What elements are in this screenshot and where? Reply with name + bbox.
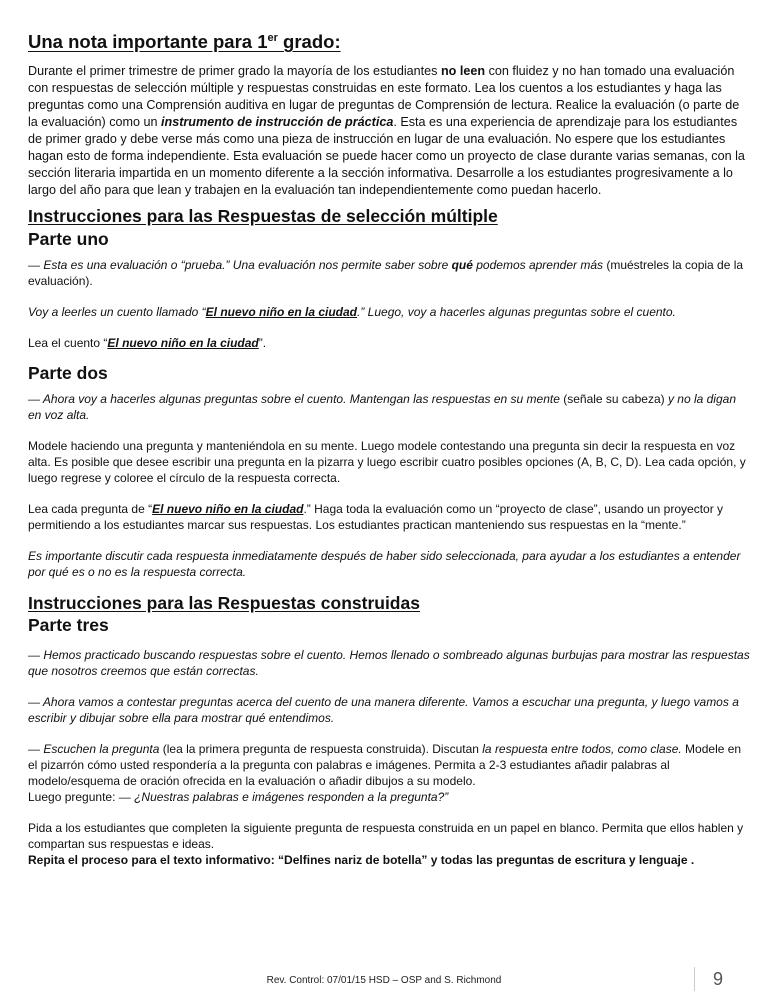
title-superscript: er: [267, 32, 278, 44]
section-constructed: [28, 593, 750, 869]
part-one-line-2: Voy a leerles un cuento llamado “El nuevo niño en la ciudad.” Luego, voy a hacerles algunas preguntas sobre el cuento.: [28, 304, 676, 319]
intro-paragraph: Durante el primer trimestre de primer grado la mayoría de los estudiantes no leen con fluidez y no han tomado una evaluación con respuestas de selección múltiple y respuestas construidas en este formato. Lea los cuentos a los estudiantes y haga las preguntas como una Comprensión auditiva en lugar de preguntas de Comprensión de lectura. Realice la evaluación (o parte de la evaluación) como un instrumento de instrucción de práctica. Esta es una experiencia de aprendizaje para los estudiantes de primer grado y debe verse más como una pieza de instrucción en lugar de una evaluación. No espere que los estudiantes hagan esto de forma independiente. Esta evaluación se puede hacer como un proyecto de clase durante varias semanas, con la sección literaria impartida en un momento diferente a la sección informativa. Desarrolle a los estudiantes progresivamente a lo largo del año para que lean y trabajen en la evaluación tan independientemente como puedan hacerlo.: [28, 64, 745, 198]
part-one-line-3: Lea el cuento “El nuevo niño en la ciudad”.: [28, 335, 267, 350]
part-one-line-1: — Esta es una evaluación o “prueba.” Una evaluación nos permite saber sobre qué podemos aprender más (muéstreles la copia de la evaluación).: [28, 257, 744, 288]
section-heading-multiple-choice: Instrucciones para las Respuestas de selección múltiple: [28, 206, 498, 227]
part-one-title: Parte uno: [28, 229, 109, 249]
part-three-title: Parte tres: [28, 615, 109, 636]
footer-divider: [694, 967, 695, 991]
title-text-end: grado:: [277, 31, 341, 52]
footer-revision: Rev. Control: 07/01/15 HSD – OSP and S. Richmond: [266, 975, 502, 986]
part-two-line-1: — Ahora voy a hacerles algunas preguntas sobre el cuento. Mantengan las respuestas en su mente (señale su cabeza) y no la digan en voz alta.: [28, 391, 736, 422]
part-two-title: Parte dos: [28, 362, 108, 383]
part-three-line-5: Repita el proceso para el texto informativo: “Delfines nariz de botella” y todas las preguntas de escritura y lenguaje .: [28, 853, 695, 868]
document-body: [28, 30, 750, 868]
page-number: 9: [713, 969, 724, 989]
section-heading-constructed: Instrucciones para las Respuestas construidas: [28, 592, 420, 613]
title-text: Una nota importante para 1: [28, 31, 268, 52]
part-three-line-1: — Hemos practicado buscando respuestas sobre el cuento. Hemos llenado o sombreado algunas burbujas para mostrar las respuestas que nosotros creemos que están correctas.: [28, 648, 750, 679]
part-three-line-3: — Escuchen la pregunta (lea la primera pregunta de respuesta construida). Discutan la respuesta entre todos, como clase. Modele en el pizarrón cómo usted respondería a la pregunta con palabras e imágenes. Permita a 2-3 estudiantes añadir palabras al modelo/esquema de oración ofrecida en la evaluación o añadir dibujos a su modelo. Luego pregunte: — ¿Nuestras palabras e imágenes responden a la pregunta?”: [28, 742, 742, 805]
part-two-line-2: Modele haciendo una pregunta y manteniéndola en su mente. Luego modele contestando una pregunta sin decir la respuesta en voz alta. Es posible que desee escribir una pregunta en la pizarra y luego escribir cuatro posibles opciones (A, B, C, D). Lea cada opción, y luego regrese y coloree el círculo de la respuesta correcta.: [28, 438, 746, 485]
page-title: [28, 30, 750, 53]
part-three-line-2: — Ahora vamos a contestar preguntas acerca del cuento de una manera diferente. Vamos a escuchar una pregunta, y luego vamos a escribir y dibujar sobre ella para mostrar qué entendimos.: [28, 695, 739, 726]
part-three-line-4: Pida a los estudiantes que completen la siguiente pregunta de respuesta construida en un papel en blanco. Permita que ellos hablen y compartan sus respuestas e ideas.: [28, 821, 744, 852]
section-multiple-choice: [28, 206, 750, 579]
part-two-line-4: Es importante discutir cada respuesta inmediatamente después de haber sido seleccionada, para ayudar a los estudiantes a entender por qué es o no es la respuesta correcta.: [28, 548, 741, 579]
part-two-line-3: Lea cada pregunta de “El nuevo niño en la ciudad.” Haga toda la evaluación como un “proyecto de clase”, usando un proyector y permitiendo a los estudiantes marcar sus respuestas. Los estudiantes practican manteniendo sus respuestas en la “mente.”: [28, 501, 724, 532]
